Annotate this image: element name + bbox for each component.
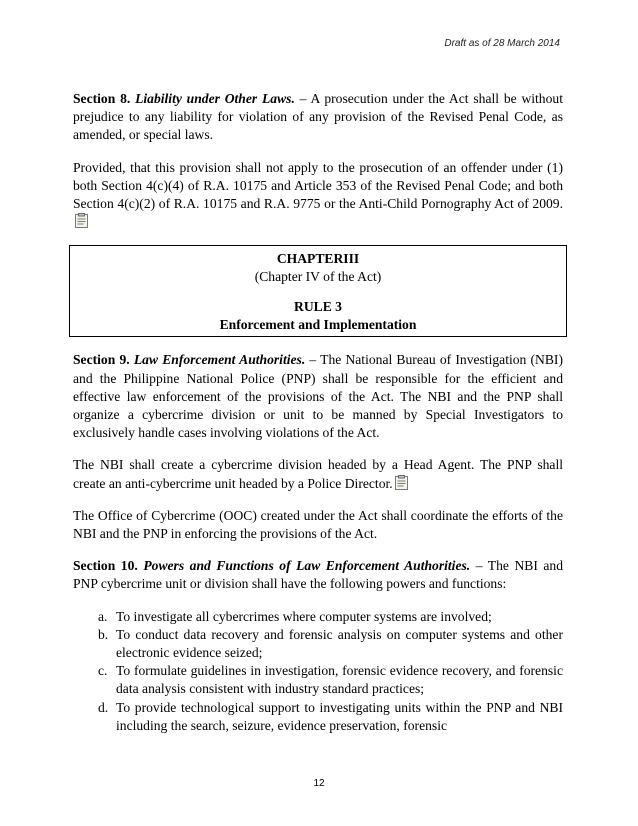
rule-heading: RULE 3 [294,299,342,315]
comment-note-icon[interactable] [75,213,88,228]
list-marker: a. [98,608,108,624]
section-10-paragraph [73,557,563,593]
chapter-rule-box [69,245,567,337]
list-marker: d. [98,699,109,715]
section-9-para2-text: The NBI shall create a cybercrime division headed by a Head Agent. The PNP shall create an anti-cybercrime unit headed by a Police Director. [73,457,563,491]
list-item [98,662,563,698]
section-8-label: Section 8. [73,91,131,106]
section-10-body: – The NBI and PNP cybercrime unit or division shall have the following powers and functions: [73,558,563,592]
list-marker: c. [98,663,108,679]
section-9-paragraph-2 [73,456,563,492]
list-item-text: To investigate all cybercrimes where computer systems are involved; [116,608,492,624]
section-9-label: Section 9. [73,352,130,368]
section-10-heading: Powers and Functions of Law Enforcement Authorities. [143,558,471,574]
chapter-heading: CHAPTERIII [276,251,360,267]
list-item-text: To formulate guidelines in investigation, forensic evidence recovery, and forensic data analysis consistent with industry standard practices; [116,663,563,697]
section-9-paragraph [73,351,563,442]
section-8-body: – A prosecution under the Act shall be without prejudice to any liability for violation of any provision of the Revised Penal Code, as amended, or special laws. [73,91,563,143]
draft-note: Draft as of 28 March 2014 [444,38,560,49]
list-item [98,608,563,626]
section-10-label: Section 10. [73,558,138,574]
section-8-proviso [73,159,563,232]
list-item [98,626,563,662]
rule-title: Enforcement and Implementation [219,317,417,333]
comment-note-icon-2[interactable] [395,475,408,490]
list-item [98,699,563,735]
list-item-text: To provide technological support to investigating units within the PNP and NBI including the search, seizure, evidence preservation, forensic [116,699,563,733]
section-9-paragraph-3: The Office of Cybercrime (OOC) created under the Act shall coordinate the efforts of the NBI and the PNP in enforcing the provisions of the Act. [73,507,563,542]
chapter-subheading: (Chapter IV of the Act) [254,269,382,285]
page-content [73,90,563,735]
list-item-text: To conduct data recovery and forensic analysis on computer systems and other electronic evidence seized; [116,626,563,661]
section-8-heading: Liability under Other Laws. [135,91,295,106]
page-number: 12 [313,778,325,789]
powers-list [98,608,563,735]
section-9-body: – The National Bureau of Investigation (NBI) and the Philippine National Police (PNP) shall be responsible for the efficient and effective law enforcement of the provisions of the Act. The NBI and the PNP shall organize a cybercrime division or unit to be manned by Special Investigators to exclusively handle cases involving violations of the Act. [73,352,563,441]
section-8-proviso-text: Provided, that this provision shall not apply to the prosecution of an offender under (1) both Section 4(c)(4) of R.A. 10175 and Article 353 of the Revised Penal Code; and both Section 4(c)(2) of R.A. 10175 and R.A. 9775 or the Anti-Child Pornography Act of 2009. [73,159,563,212]
section-8-paragraph [73,90,563,145]
list-marker: b. [98,626,109,642]
section-9-heading: Law Enforcement Authorities. [133,352,306,368]
